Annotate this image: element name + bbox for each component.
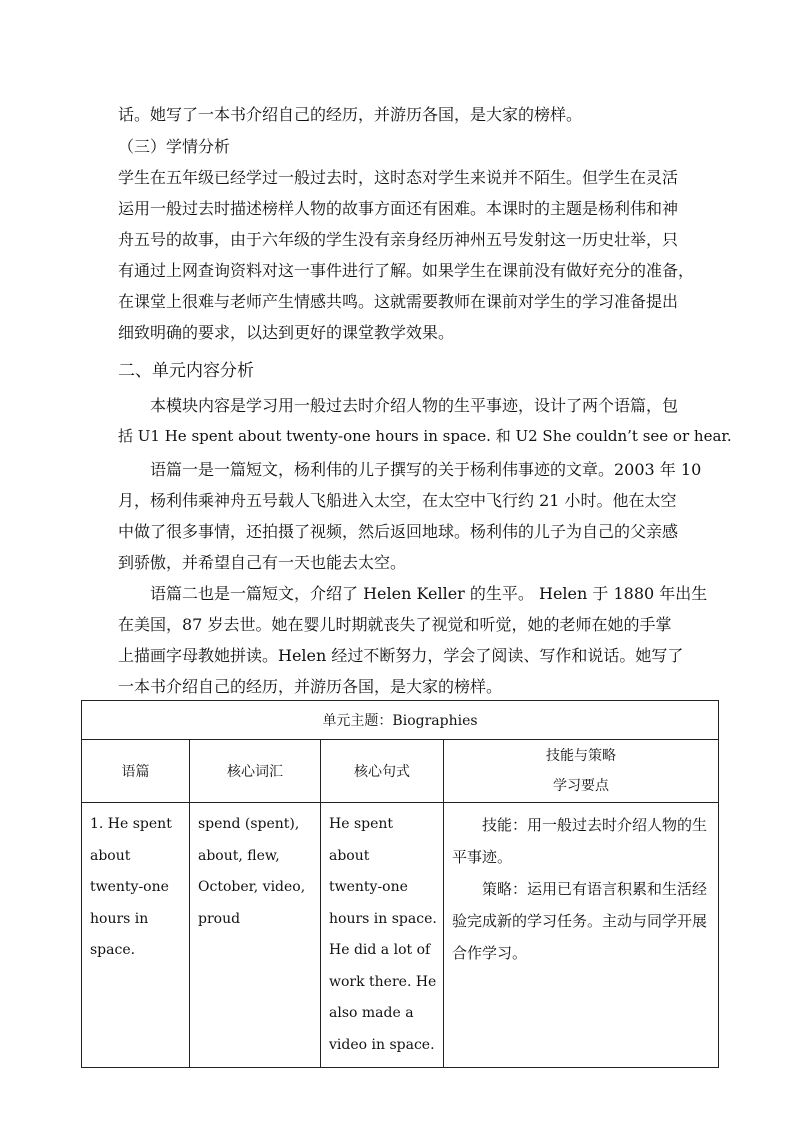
row1-sentence-line: He did a lot of bbox=[329, 942, 431, 958]
row1-sentence-line: He spent about bbox=[329, 816, 394, 864]
header-sentence: 核心句式 bbox=[321, 740, 444, 803]
section-three-line: 舟五号的故事，由于六年级的学生没有亲身经历神州五号发射这一历史壮举，只 bbox=[118, 230, 679, 249]
row1-sentence-cell bbox=[321, 803, 444, 1068]
row1-text-line: space. bbox=[90, 942, 136, 958]
para1-line: 括 U1 He spent about twenty-one hours in space. 和 U2 She couldn’t see or hear. bbox=[118, 427, 732, 445]
row1-sentence-line: hours in space. bbox=[329, 910, 437, 927]
header-text: 语篇 bbox=[82, 740, 190, 803]
row1-vocab-line: about, flew, bbox=[198, 847, 280, 864]
para2-line: 中做了很多事情，还拍摄了视频，然后返回地球。杨利伟的儿子为自己的父亲感 bbox=[118, 522, 679, 541]
para3-line: 语篇二也是一篇短文，介绍了 Helen Keller 的生平。 Helen 于 1880 年出生 bbox=[150, 584, 708, 603]
row1-vocab-line: proud bbox=[198, 910, 241, 927]
row1-sentence-line: also made a bbox=[329, 1005, 414, 1021]
row1-sentence-line: video in space. bbox=[329, 1036, 435, 1053]
row1-text-line: 1. He spent bbox=[90, 816, 172, 832]
row1-text-cell bbox=[82, 803, 190, 1068]
para2-line: 语篇一是一篇短文，杨利伟的儿子撰写的关于杨利伟事迹的文章。2003 年 10 bbox=[150, 460, 702, 479]
header-vocab: 核心词汇 bbox=[190, 740, 321, 803]
header-skills bbox=[444, 740, 719, 803]
unit-table bbox=[81, 700, 719, 1068]
para2-line: 月，杨利伟乘神舟五号载人飞船进入太空，在太空中飞行约 21 小时。他在太空 bbox=[118, 491, 677, 510]
section-three-line: 细致明确的要求，以达到更好的课堂教学效果。 bbox=[118, 323, 455, 342]
para3-line: 一本书介绍自己的经历，并游历各国，是大家的榜样。 bbox=[118, 677, 503, 696]
para3-line: 上描画字母教她拼读。Helen 经过不断努力，学会了阅读、写作和说话。她写了 bbox=[118, 646, 684, 665]
section-three-heading: （三）学情分析 bbox=[118, 137, 231, 156]
row1-skills-cell bbox=[444, 803, 719, 1068]
header-skills-line1: 技能与策略 bbox=[546, 748, 616, 764]
row1-text-line: twenty-one bbox=[90, 879, 169, 895]
row1-vocab-line: spend (spent), bbox=[198, 816, 300, 832]
section-three-line: 运用一般过去时描述榜样人物的故事方面还有困难。本课时的主题是杨利伟和神 bbox=[118, 199, 679, 218]
section-two-heading: 二、单元内容分析 bbox=[118, 361, 254, 381]
para3-line: 在美国，87 岁去世。她在婴儿时期就丧失了视觉和听觉，她的老师在她的手掌 bbox=[118, 615, 672, 634]
row1-text-line: about bbox=[90, 847, 131, 864]
header-skills-line2: 学习要点 bbox=[553, 778, 609, 794]
row1-text-line: hours in bbox=[90, 910, 149, 927]
row1-sentence-line: twenty-one bbox=[329, 879, 408, 895]
row1-skill: 技能：用一般过去时介绍人物的生平事迹。 bbox=[452, 816, 708, 866]
intro-paragraph-end: 话。她写了一本书介绍自己的经历，并游历各国，是大家的榜样。 bbox=[118, 105, 583, 124]
row1-vocab-cell bbox=[190, 803, 321, 1068]
row1-sentence-line: work there. He bbox=[329, 973, 437, 990]
unit-theme-cell: 单元主题：Biographies bbox=[82, 701, 719, 740]
section-three-line: 学生在五年级已经学过一般过去时，这时态对学生来说并不陌生。但学生在灵活 bbox=[118, 168, 679, 187]
para1-line: 本模块内容是学习用一般过去时介绍人物的生平事迹，设计了两个语篇，包 bbox=[150, 396, 679, 415]
section-three-line: 在课堂上很难与老师产生情感共鸣。这就需要教师在课前对学生的学习准备提出 bbox=[118, 292, 679, 311]
row1-strategy: 策略：运用已有语言积累和生活经验完成新的学习任务。主动与同学开展合作学习。 bbox=[452, 880, 708, 962]
section-three-line: 有通过上网查询资料对这一事件进行了解。如果学生在课前没有做好充分的准备， bbox=[118, 261, 695, 280]
row1-vocab-line: October, video, bbox=[198, 879, 306, 895]
para2-line: 到骄傲，并希望自己有一天也能去太空。 bbox=[118, 553, 407, 572]
